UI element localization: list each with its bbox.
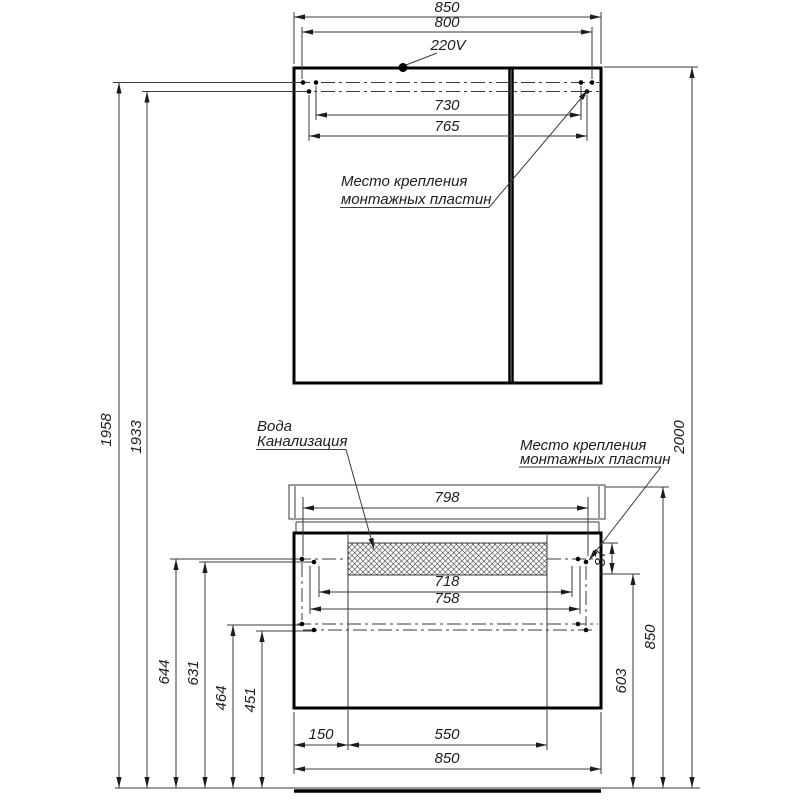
dim-vanity-hole-height: 603 xyxy=(613,668,630,694)
dim-mirror-holes-outer: 765 xyxy=(434,118,460,135)
dim-hole-row2b-height: 451 xyxy=(242,687,259,713)
dim-hole-row1a-height: 644 xyxy=(156,659,173,685)
dim-drain-span: 550 xyxy=(434,726,460,743)
mounting-hole-marker xyxy=(312,560,317,565)
mirror-mounting-callout xyxy=(340,90,588,208)
label-mirror-mounting-2: монтажных пластин xyxy=(341,191,492,208)
dim-plate-height: 87 xyxy=(592,549,609,567)
dim-mirror-holes-inner: 730 xyxy=(434,97,460,114)
label-power-socket: 220V xyxy=(430,37,466,54)
label-mirror-mounting-1: Место крепления xyxy=(341,173,468,190)
vanity-mounting-callout xyxy=(519,437,670,560)
service-hatch-area xyxy=(348,543,547,575)
dim-mirror-row1-height: 1958 xyxy=(98,413,115,447)
leader-mirror-mounting xyxy=(489,90,588,208)
dim-mirror-row2-height: 1933 xyxy=(128,420,145,454)
dim-vanity-top-height: 850 xyxy=(642,624,659,650)
bottom-dimensions xyxy=(294,710,601,774)
mounting-hole-marker xyxy=(312,628,317,633)
mounting-hole-marker xyxy=(584,560,589,565)
mounting-hole-marker xyxy=(584,628,589,633)
mounting-hole-marker xyxy=(590,80,595,85)
right-dimensions xyxy=(592,67,698,788)
water-drain-callout xyxy=(256,418,374,549)
label-water: Вода xyxy=(257,418,292,435)
mounting-hole-marker xyxy=(576,622,581,627)
label-vanity-mounting-2: монтажных пластин xyxy=(520,451,671,468)
power-socket-point xyxy=(399,63,408,72)
top-dimensions xyxy=(294,0,601,141)
mounting-hole-marker xyxy=(314,80,319,85)
floor xyxy=(115,788,700,791)
leader-vanity-mounting xyxy=(589,467,661,560)
dim-socket-span: 800 xyxy=(434,14,460,31)
leader-power-socket xyxy=(406,53,437,65)
mounting-hole-marker xyxy=(307,89,312,94)
dim-hole-row2a-height: 464 xyxy=(213,685,230,711)
dim-vanity-width: 850 xyxy=(434,750,460,767)
label-drain: Канализация xyxy=(257,433,348,450)
dim-mirror-width: 850 xyxy=(434,0,460,16)
dim-vanity-top-width: 798 xyxy=(434,489,460,506)
mounting-hole-marker xyxy=(301,80,306,85)
dim-vanity-holes-outer: 758 xyxy=(434,590,460,607)
dim-hole-row1b-height: 631 xyxy=(185,660,202,686)
mounting-hole-marker xyxy=(300,622,305,627)
mounting-hole-marker xyxy=(579,80,584,85)
dim-vanity-holes-inner: 718 xyxy=(434,573,460,590)
mounting-hole-marker xyxy=(576,557,581,562)
dim-total-height: 2000 xyxy=(671,420,688,454)
dim-drain-offset: 150 xyxy=(308,726,334,743)
label-vanity-mounting-1: Место крепления xyxy=(520,437,647,454)
mounting-hole-marker xyxy=(300,557,305,562)
